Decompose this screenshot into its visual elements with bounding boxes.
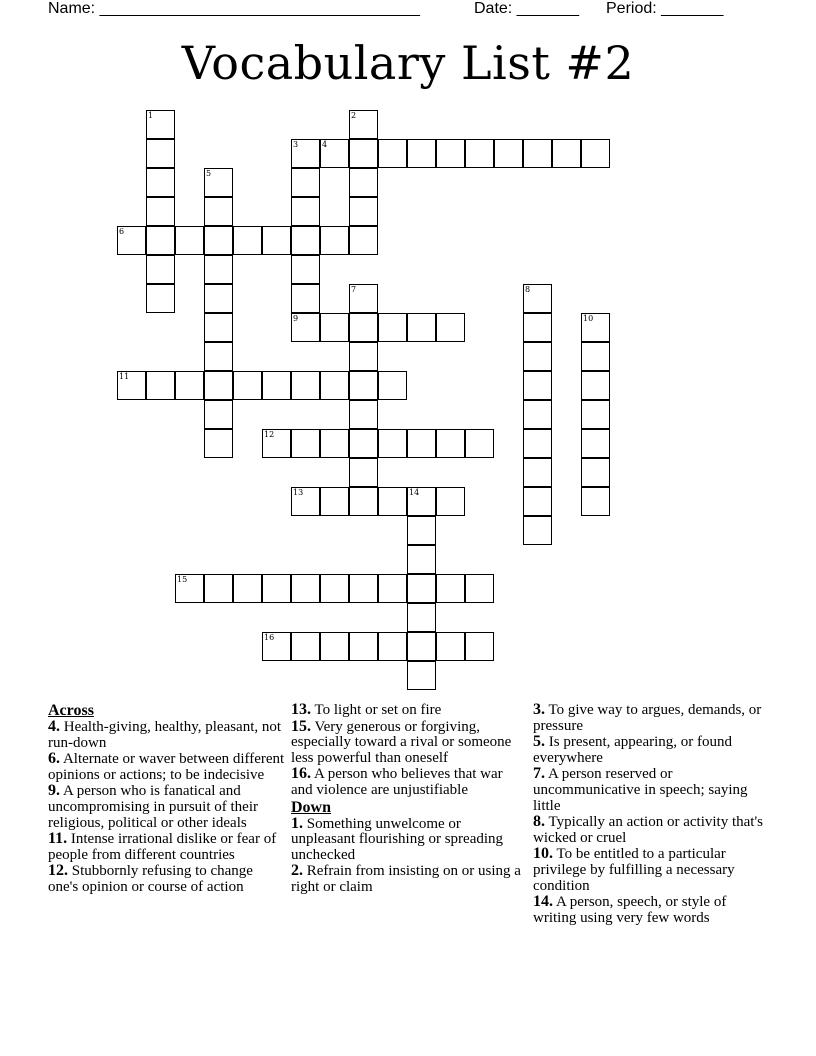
grid-cell[interactable] (146, 371, 175, 400)
across-clue (291, 719, 521, 767)
grid-cell[interactable] (407, 313, 436, 342)
grid-cell[interactable] (291, 139, 320, 168)
grid-cell[interactable] (204, 429, 233, 458)
grid-cell[interactable] (523, 342, 552, 371)
grid-cell[interactable] (349, 371, 378, 400)
grid-cell[interactable] (581, 313, 610, 342)
grid-cell[interactable] (204, 371, 233, 400)
grid-cell[interactable] (581, 458, 610, 487)
page-title: Vocabulary List #2 (181, 36, 635, 90)
grid-cell[interactable] (407, 487, 436, 516)
grid-cell[interactable] (378, 139, 407, 168)
clue-text: To be entitled to a particular privilege by fulfilling a necessary condition (533, 846, 735, 894)
grid-cell[interactable] (291, 429, 320, 458)
grid-cell[interactable] (581, 429, 610, 458)
clue-number-label: 14. (533, 893, 553, 911)
clue-number-label: 12. (48, 862, 68, 880)
grid-cell[interactable] (262, 574, 291, 603)
across-clue (48, 831, 286, 863)
grid-cell[interactable] (407, 429, 436, 458)
grid-cell[interactable] (436, 429, 465, 458)
grid-cell[interactable] (349, 168, 378, 197)
grid-cell[interactable] (291, 313, 320, 342)
clue-text: Very generous or forgiving, especially toward a rival or someone less powerful than oneself (291, 718, 512, 766)
grid-cell[interactable] (407, 661, 436, 690)
down-clue (533, 766, 773, 814)
clue-text: A person who believes that war and violence are unjustifiable (291, 766, 503, 798)
grid-cell[interactable] (378, 429, 407, 458)
clue-number: 6 (119, 227, 125, 236)
grid-cell[interactable] (117, 371, 146, 400)
clue-text: To light or set on fire (314, 702, 442, 718)
across-clue (48, 863, 286, 895)
clue-column-1 (48, 702, 286, 896)
grid-cell[interactable] (146, 226, 175, 255)
grid-cell[interactable] (378, 574, 407, 603)
grid-cell[interactable] (175, 226, 204, 255)
grid-cell[interactable] (349, 458, 378, 487)
grid-cell[interactable] (523, 487, 552, 516)
clue-text: Alternate or waver between different opinions or actions; to be indecisive (48, 751, 285, 783)
clue-number-label: 15. (291, 717, 311, 735)
grid-cell[interactable] (320, 226, 349, 255)
across-clue (48, 719, 286, 751)
clue-text: Refrain from insisting on or using a right or claim (291, 863, 521, 895)
clue-number: 4 (322, 140, 328, 149)
grid-cell[interactable] (320, 139, 349, 168)
grid-cell[interactable] (291, 371, 320, 400)
clue-number-label: 9. (48, 782, 60, 800)
grid-cell[interactable] (349, 632, 378, 661)
clue-number-label: 4. (48, 718, 60, 735)
grid-cell[interactable] (523, 400, 552, 429)
clue-text: To give way to argues, demands, or pressure (533, 702, 762, 734)
across-clue (291, 702, 521, 719)
grid-cell[interactable] (581, 487, 610, 516)
clue-number: 8 (525, 285, 531, 294)
grid-cell[interactable] (204, 255, 233, 284)
clue-text: A person who is fanatical and uncompromising in pursuit of their religious, political or other ideals (48, 783, 258, 831)
grid-cell[interactable] (146, 255, 175, 284)
clue-number-label: 2. (291, 862, 303, 880)
grid-cell[interactable] (523, 313, 552, 342)
clue-number-label: 7. (533, 765, 545, 783)
grid-cell[interactable] (204, 400, 233, 429)
clue-number-label: 6. (48, 750, 60, 768)
clue-number: 1 (148, 111, 154, 120)
grid-cell[interactable] (407, 516, 436, 545)
date-field-label[interactable]: Date: _______ (474, 0, 579, 17)
grid-cell[interactable] (233, 371, 262, 400)
clue-number-label: 1. (291, 814, 303, 832)
grid-cell[interactable] (581, 139, 610, 168)
grid-cell[interactable] (320, 313, 349, 342)
down-clue (533, 814, 773, 846)
clue-number: 2 (351, 111, 357, 120)
grid-cell[interactable] (465, 139, 494, 168)
grid-cell[interactable] (436, 139, 465, 168)
grid-cell[interactable] (349, 284, 378, 313)
grid-cell[interactable] (523, 284, 552, 313)
down-clue (291, 863, 521, 895)
grid-cell[interactable] (291, 255, 320, 284)
down-clue (291, 816, 521, 864)
grid-cell[interactable] (436, 574, 465, 603)
grid-cell[interactable] (465, 574, 494, 603)
grid-cell[interactable] (291, 168, 320, 197)
grid-cell[interactable] (291, 284, 320, 313)
grid-cell[interactable] (204, 574, 233, 603)
grid-cell[interactable] (146, 168, 175, 197)
clue-number-label: 8. (533, 813, 545, 831)
clue-text: Something unwelcome or unpleasant flourishing or spreading unchecked (291, 815, 504, 863)
clue-number: 14 (409, 488, 420, 497)
grid-cell[interactable] (436, 487, 465, 516)
clue-text: A person, speech, or style of writing using very few words (533, 894, 727, 926)
clue-text: Health-giving, healthy, pleasant, not run-down (48, 719, 282, 751)
grid-cell[interactable] (175, 371, 204, 400)
clue-text: Intense irrational dislike or fear of people from different countries (48, 831, 277, 863)
grid-cell[interactable] (494, 139, 523, 168)
grid-cell[interactable] (465, 429, 494, 458)
clue-text: Stubbornly refusing to change one's opinion or course of action (48, 863, 253, 895)
down-clue (533, 846, 773, 894)
grid-cell[interactable] (117, 226, 146, 255)
grid-cell[interactable] (349, 342, 378, 371)
clue-number-label: 11. (48, 830, 68, 848)
clue-number: 5 (206, 169, 212, 178)
grid-cell[interactable] (204, 226, 233, 255)
grid-cell[interactable] (320, 632, 349, 661)
grid-cell[interactable] (378, 371, 407, 400)
grid-cell[interactable] (407, 545, 436, 574)
grid-cell[interactable] (204, 284, 233, 313)
grid-cell[interactable] (262, 429, 291, 458)
grid-cell[interactable] (523, 139, 552, 168)
grid-cell[interactable] (523, 458, 552, 487)
grid-cell[interactable] (436, 313, 465, 342)
grid-cell[interactable] (204, 168, 233, 197)
grid-cell[interactable] (233, 226, 262, 255)
clue-number-label: 5. (533, 733, 545, 751)
grid-cell[interactable] (349, 313, 378, 342)
clue-number: 3 (293, 140, 299, 149)
grid-cell[interactable] (378, 487, 407, 516)
grid-cell[interactable] (523, 371, 552, 400)
grid-cell[interactable] (465, 632, 494, 661)
clue-number: 16 (264, 633, 275, 642)
grid-cell[interactable] (407, 632, 436, 661)
clue-number-label: 3. (533, 701, 545, 718)
clue-number-label: 13. (291, 701, 311, 718)
grid-cell[interactable] (436, 632, 465, 661)
clue-number-label: 16. (291, 765, 311, 783)
grid-cell[interactable] (320, 371, 349, 400)
period-field-label[interactable]: Period: _______ (606, 0, 724, 17)
grid-cell[interactable] (349, 400, 378, 429)
clue-text: Typically an action or activity that's wicked or cruel (533, 814, 763, 846)
down-clue (533, 734, 773, 766)
grid-cell[interactable] (291, 487, 320, 516)
grid-cell[interactable] (349, 226, 378, 255)
grid-cell[interactable] (262, 226, 291, 255)
clue-column-2 (291, 702, 521, 896)
grid-cell[interactable] (175, 574, 204, 603)
grid-cell[interactable] (407, 139, 436, 168)
grid-cell[interactable] (349, 487, 378, 516)
grid-cell[interactable] (146, 197, 175, 226)
grid-cell[interactable] (146, 110, 175, 139)
grid-cell[interactable] (320, 487, 349, 516)
down-clue (533, 894, 773, 926)
name-field-label[interactable]: Name: ____________________________________ (48, 0, 420, 17)
grid-cell[interactable] (349, 110, 378, 139)
grid-cell[interactable] (378, 632, 407, 661)
grid-cell[interactable] (349, 197, 378, 226)
down-clue (533, 702, 773, 734)
grid-cell[interactable] (320, 429, 349, 458)
grid-cell[interactable] (407, 574, 436, 603)
grid-cell[interactable] (349, 139, 378, 168)
grid-cell[interactable] (291, 574, 320, 603)
grid-cell[interactable] (349, 429, 378, 458)
clue-number: 11 (119, 372, 130, 381)
grid-cell[interactable] (581, 342, 610, 371)
grid-cell[interactable] (523, 429, 552, 458)
down-heading: Down (291, 798, 332, 816)
grid-cell[interactable] (291, 226, 320, 255)
grid-cell[interactable] (581, 400, 610, 429)
clue-number: 15 (177, 575, 188, 584)
grid-cell[interactable] (204, 197, 233, 226)
across-clue (48, 751, 286, 783)
grid-cell[interactable] (378, 313, 407, 342)
grid-cell[interactable] (320, 574, 349, 603)
grid-cell[interactable] (262, 371, 291, 400)
grid-cell[interactable] (204, 313, 233, 342)
grid-cell[interactable] (552, 139, 581, 168)
across-heading: Across (48, 702, 94, 719)
grid-cell[interactable] (407, 603, 436, 632)
clue-number: 13 (293, 488, 304, 497)
grid-cell[interactable] (291, 197, 320, 226)
clue-number: 7 (351, 285, 357, 294)
across-clue (48, 783, 286, 831)
clue-column-3 (533, 702, 773, 926)
grid-cell[interactable] (291, 632, 320, 661)
grid-cell[interactable] (146, 284, 175, 313)
clue-text: A person reserved or uncommunicative in speech; saying little (533, 766, 748, 814)
grid-cell[interactable] (349, 574, 378, 603)
clue-number: 12 (264, 430, 275, 439)
grid-cell[interactable] (581, 371, 610, 400)
grid-cell[interactable] (146, 139, 175, 168)
clue-number: 10 (583, 314, 594, 323)
clue-number-label: 10. (533, 845, 553, 863)
grid-cell[interactable] (262, 632, 291, 661)
grid-cell[interactable] (233, 574, 262, 603)
grid-cell[interactable] (523, 516, 552, 545)
grid-cell[interactable] (204, 342, 233, 371)
across-clue (291, 766, 521, 798)
clue-text: Is present, appearing, or found everywhere (533, 734, 733, 766)
clue-number: 9 (293, 314, 299, 323)
